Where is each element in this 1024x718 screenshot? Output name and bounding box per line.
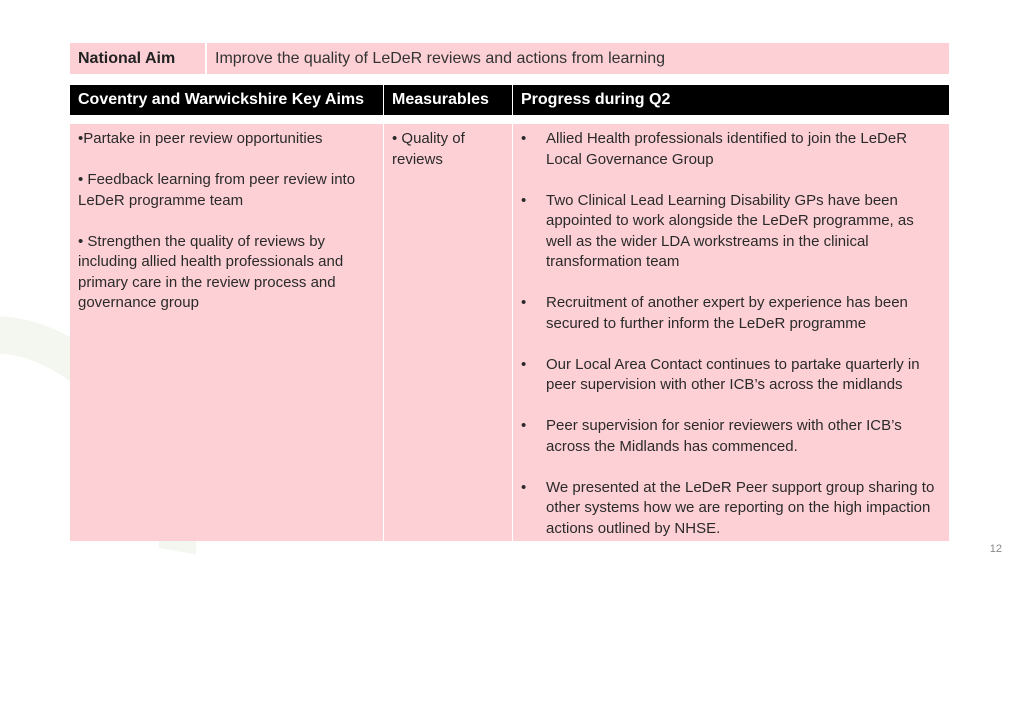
progress-text: Allied Health professionals identified to join the LeDeR Local Governance Group bbox=[546, 130, 908, 168]
national-aim-row bbox=[70, 43, 949, 74]
bullet-glyph: • bbox=[521, 130, 527, 147]
key-aim-item: • Strengthen the quality of reviews by including allied health professionals and primary care in the review process and governance group bbox=[78, 232, 344, 311]
progress-item bbox=[519, 416, 941, 457]
measurables-column bbox=[384, 124, 513, 541]
key-aim-item: •Partake in peer review opportunities bbox=[78, 130, 323, 147]
progress-item bbox=[519, 478, 941, 540]
progress-text: Two Clinical Lead Learning Disability GPs have been appointed to work alongside the LeDeR programme, as well as the wider LDA workstreams in the clinical transformation team bbox=[546, 191, 914, 270]
progress-text: We presented at the LeDeR Peer support group sharing to other systems how we are reporting on the high impaction actions outlined by NHSE. bbox=[546, 478, 935, 537]
progress-text: Peer supervision for senior reviewers with other ICB’s across the Midlands has commenced. bbox=[546, 417, 902, 455]
bullet-glyph: • bbox=[521, 417, 527, 434]
progress-text: Recruitment of another expert by experience has been secured to further inform the LeDeR programme bbox=[546, 294, 908, 332]
progress-item bbox=[519, 293, 941, 334]
key-aim-item: • Feedback learning from peer review into LeDeR programme team bbox=[78, 171, 356, 209]
key-aims-column bbox=[70, 124, 384, 541]
header-progress: Progress during Q2 bbox=[521, 91, 671, 108]
national-aim-value: Improve the quality of LeDeR reviews and actions from learning bbox=[207, 43, 949, 74]
header-key-aims: Coventry and Warwickshire Key Aims bbox=[70, 85, 384, 115]
measurable-item: • Quality of reviews bbox=[392, 130, 465, 168]
page-number: 12 bbox=[989, 543, 1002, 555]
progress-item bbox=[519, 355, 941, 396]
national-aim-label: National Aim bbox=[70, 43, 207, 74]
table-body bbox=[70, 124, 949, 541]
bullet-glyph: • bbox=[521, 355, 527, 373]
progress-item bbox=[519, 129, 941, 170]
header-measurables: Measurables bbox=[384, 85, 513, 115]
progress-column bbox=[513, 124, 949, 541]
progress-item bbox=[519, 191, 941, 273]
bullet-glyph: • bbox=[521, 191, 527, 209]
progress-text: Our Local Area Contact continues to partake quarterly in peer supervision with other ICB’s across the midlands bbox=[546, 355, 920, 393]
bullet-glyph: • bbox=[521, 478, 527, 496]
table-header bbox=[70, 85, 949, 115]
bullet-glyph: • bbox=[521, 294, 527, 311]
